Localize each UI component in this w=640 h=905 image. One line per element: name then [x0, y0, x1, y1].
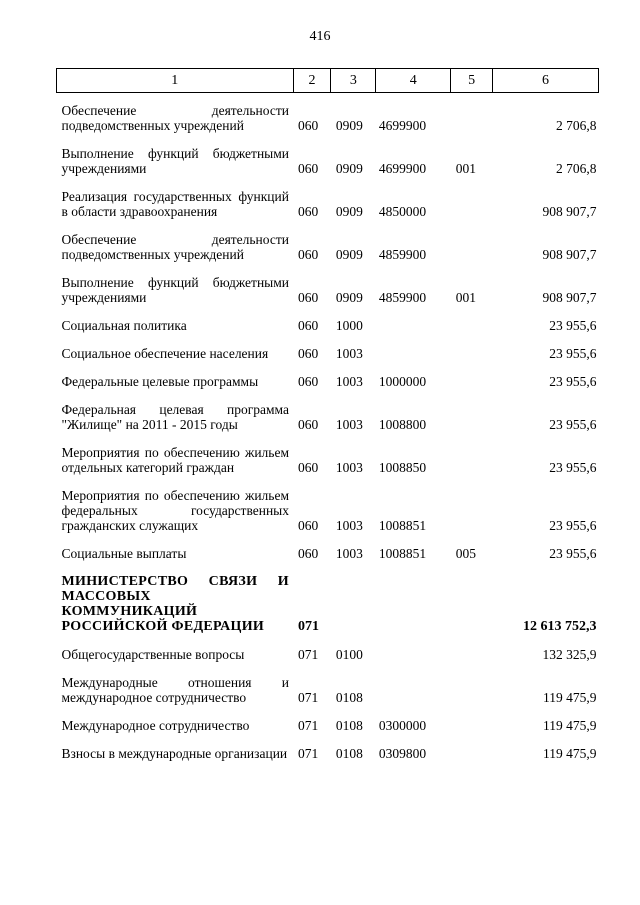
row-amount: 119 475,9: [543, 690, 597, 705]
row-ministry-code: 060: [298, 460, 319, 475]
header-col-2: 2: [293, 69, 331, 93]
row-name: Обеспечение деятельности подведомственных учреждений: [61, 232, 289, 262]
row-section-code: 1003: [335, 417, 363, 432]
row-section-code: 0909: [335, 118, 363, 133]
budget-table: [56, 68, 599, 761]
row-name: Обеспечение деятельности подведомственных учреждений: [61, 103, 289, 133]
row-ministry-code: 060: [298, 247, 319, 262]
row-name: МИНИСТЕРСТВО СВЯЗИ И МАССОВЫХ КОММУНИКАЦИЙ РОССИЙСКОЙ ФЕДЕРАЦИИ: [61, 574, 289, 634]
row-name: Международное сотрудничество: [61, 718, 250, 733]
row-target-code: [376, 634, 451, 662]
row-ministry-code: 071: [298, 619, 319, 634]
row-ministry-code: 060: [298, 290, 319, 305]
row-target-code: 1000000: [378, 374, 427, 389]
row-ministry-code: 060: [298, 118, 319, 133]
row-target-code: 4850000: [378, 204, 427, 219]
row-target-code: 1008851: [378, 518, 427, 533]
row-amount: 908 907,7: [542, 290, 597, 305]
table-row: [57, 176, 599, 219]
row-expense-type: [451, 305, 493, 333]
row-expense-type: [451, 333, 493, 361]
row-amount: 23 955,6: [549, 374, 597, 389]
row-section-code: 1003: [335, 518, 363, 533]
table-row: [57, 361, 599, 389]
table-row: [57, 432, 599, 475]
table-row: [57, 333, 599, 361]
row-target-code: 1008800: [378, 417, 427, 432]
row-name: Социальная политика: [61, 318, 187, 333]
row-amount: 132 325,9: [542, 647, 597, 662]
row-target-code: 0309800: [378, 746, 427, 761]
header-col-6: 6: [493, 69, 599, 93]
table-row: [57, 389, 599, 432]
row-amount: 908 907,7: [542, 204, 597, 219]
row-amount: 119 475,9: [543, 746, 597, 761]
row-section-code: 1003: [335, 460, 363, 475]
row-section-code: 0909: [335, 290, 363, 305]
row-ministry-code: 060: [298, 417, 319, 432]
row-expense-type: [451, 389, 493, 432]
row-expense-type: 005: [455, 546, 476, 561]
row-amount: 2 706,8: [556, 161, 597, 176]
table-row: [57, 475, 599, 533]
row-target-code: 1008850: [378, 460, 427, 475]
row-expense-type: [451, 561, 493, 634]
row-amount: 119 475,9: [543, 718, 597, 733]
row-name: Международные отношения и международное сотрудничество: [61, 675, 289, 705]
header-col-5: 5: [451, 69, 493, 93]
row-section-code: 0108: [335, 718, 363, 733]
row-section-code: 1000: [335, 318, 363, 333]
row-section-code: 0909: [335, 161, 363, 176]
table-row: [57, 133, 599, 176]
table-body: [57, 93, 599, 762]
row-ministry-code: 060: [298, 374, 319, 389]
row-amount: 23 955,6: [549, 417, 597, 432]
row-ministry-code: 071: [298, 647, 319, 662]
row-target-code: 4699900: [378, 118, 427, 133]
row-section-code: 0909: [335, 247, 363, 262]
header-col-1: 1: [57, 69, 294, 93]
row-amount: 908 907,7: [542, 247, 597, 262]
row-name: Реализация государственных функций в области здравоохранения: [61, 189, 289, 219]
row-expense-type: [451, 93, 493, 134]
row-amount: 2 706,8: [556, 118, 597, 133]
row-section-code: 0100: [335, 647, 363, 662]
row-target-code: [376, 305, 451, 333]
table-row: [57, 561, 599, 634]
table-row: [57, 533, 599, 561]
row-expense-type: [451, 662, 493, 705]
row-ministry-code: 060: [298, 546, 319, 561]
table-row: [57, 705, 599, 733]
row-target-code: 4859900: [378, 247, 427, 262]
row-ministry-code: 060: [298, 518, 319, 533]
table-row: [57, 219, 599, 262]
row-ministry-code: 060: [298, 204, 319, 219]
row-amount: 23 955,6: [549, 346, 597, 361]
row-target-code: 0300000: [378, 718, 427, 733]
row-section-code: 1003: [335, 346, 363, 361]
row-name: Общегосударственные вопросы: [61, 647, 245, 662]
row-amount: 12 613 752,3: [523, 619, 597, 634]
row-name: Федеральная целевая программа "Жилище" на 2011 - 2015 годы: [61, 402, 289, 432]
row-name: Выполнение функций бюджетными учреждениями: [61, 275, 289, 305]
row-ministry-code: 060: [298, 318, 319, 333]
row-section-code: 0108: [335, 746, 363, 761]
row-expense-type: [451, 219, 493, 262]
table-row: [57, 662, 599, 705]
row-name: Социальные выплаты: [61, 546, 187, 561]
row-section-code: 0909: [335, 204, 363, 219]
row-target-code: 1008851: [378, 546, 427, 561]
row-expense-type: [451, 361, 493, 389]
table-row: [57, 305, 599, 333]
row-target-code: [376, 561, 451, 634]
row-expense-type: [451, 705, 493, 733]
header-col-3: 3: [331, 69, 376, 93]
row-expense-type: 001: [455, 161, 476, 176]
row-name: Федеральные целевые программы: [61, 374, 259, 389]
table-row: [57, 733, 599, 761]
row-name: Выполнение функций бюджетными учреждениями: [61, 146, 289, 176]
row-section-code: 0108: [335, 690, 363, 705]
header-row: [57, 69, 599, 93]
row-target-code: 4699900: [378, 161, 427, 176]
table-row: [57, 262, 599, 305]
row-ministry-code: 071: [298, 690, 319, 705]
row-amount: 23 955,6: [549, 518, 597, 533]
row-amount: 23 955,6: [549, 546, 597, 561]
table-row: [57, 634, 599, 662]
row-section-code: 1003: [335, 546, 363, 561]
row-section-code: [331, 561, 376, 634]
row-amount: 23 955,6: [549, 460, 597, 475]
row-ministry-code: 060: [298, 161, 319, 176]
row-name: Мероприятия по обеспечению жильем отдельных категорий граждан: [61, 445, 289, 475]
header-col-4: 4: [376, 69, 451, 93]
row-ministry-code: 071: [298, 718, 319, 733]
row-ministry-code: 071: [298, 746, 319, 761]
row-name: Взносы в международные организации: [61, 746, 288, 761]
row-ministry-code: 060: [298, 346, 319, 361]
row-amount: 23 955,6: [549, 318, 597, 333]
row-target-code: [376, 333, 451, 361]
row-expense-type: [451, 733, 493, 761]
row-expense-type: [451, 432, 493, 475]
page-number: 416: [309, 29, 331, 44]
row-target-code: [376, 662, 451, 705]
row-expense-type: [451, 634, 493, 662]
row-name: Мероприятия по обеспечению жильем федеральных государственных гражданских служащих: [61, 488, 289, 533]
table-row: [57, 93, 599, 134]
row-expense-type: [451, 176, 493, 219]
row-expense-type: [451, 475, 493, 533]
row-section-code: 1003: [335, 374, 363, 389]
row-target-code: 4859900: [378, 290, 427, 305]
row-expense-type: 001: [455, 290, 476, 305]
row-name: Социальное обеспечение населения: [61, 346, 269, 361]
